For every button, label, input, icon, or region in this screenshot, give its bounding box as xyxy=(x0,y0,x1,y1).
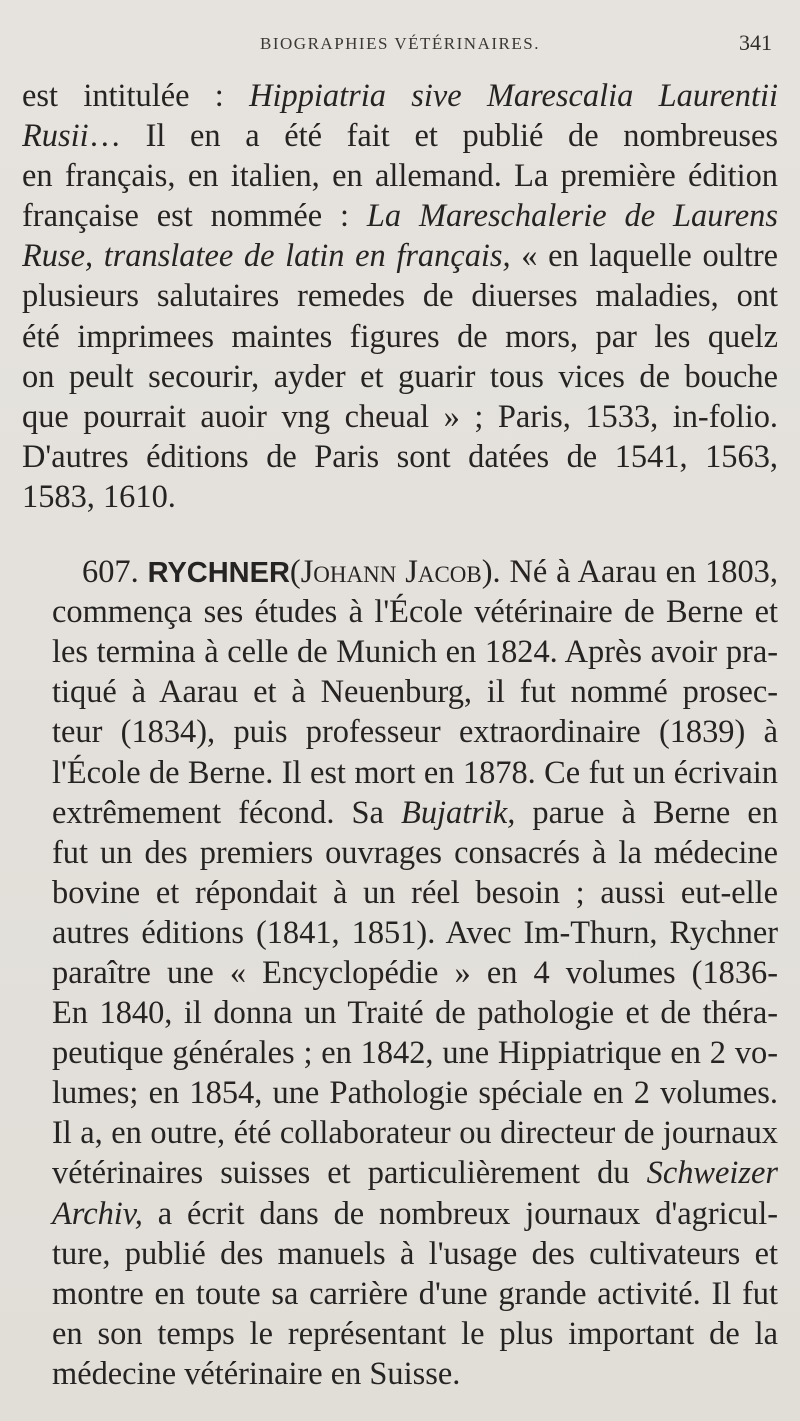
entry-line xyxy=(22,873,778,913)
entry-line xyxy=(22,1194,778,1234)
italic-title: Bujatrik, xyxy=(401,794,516,831)
paragraph-hippiatria xyxy=(22,76,778,517)
text-run: tiqué à Aarau et à Neuenburg, il fut nommé prosec- xyxy=(52,674,778,711)
running-header xyxy=(22,30,778,70)
text-run: est intitulée : xyxy=(22,78,250,114)
text-run: peutique générales ; en 1842, une Hippiatrique en 2 vo- xyxy=(52,1035,778,1072)
text-run: a écrit dans de nombreux journaux d'agricul- xyxy=(142,1195,778,1232)
text-run: l'École de Berne. Il est mort en 1878. Ce fut un écrivain xyxy=(52,754,778,791)
text-run: commença ses études à l'École vétérinaire de Berne et xyxy=(52,594,778,631)
text-run: lumes; en 1854, une Pathologie spéciale en 2 volumes. xyxy=(52,1075,778,1112)
text-run: parue à Berne en xyxy=(532,794,778,831)
p1-line xyxy=(22,276,778,316)
p1-line xyxy=(22,116,778,156)
italic-title: Schweizer xyxy=(646,1155,778,1192)
text-run: extrêmement fécond. Sa xyxy=(52,794,402,831)
entry-line xyxy=(22,1314,778,1354)
text-run: on peult secourir, ayder et guarir tous vices de bouche xyxy=(22,358,778,395)
entry-line xyxy=(22,793,778,833)
entry-line xyxy=(22,1234,778,1274)
text-run: en français, en italien, en allemand. La première édition xyxy=(22,158,778,195)
entry-line xyxy=(22,1073,778,1113)
entry-first-names: (Johann Jacob) xyxy=(289,554,493,591)
text-run: ture, publié des manuels à l'usage des cultivateurs et xyxy=(52,1235,778,1272)
p1-line xyxy=(22,317,778,357)
text-run: les termina à celle de Munich en 1824. Après avoir pra- xyxy=(52,634,778,671)
italic-title: Ruse, translatee de latin en français, xyxy=(22,238,511,275)
entry-line xyxy=(22,632,778,672)
entry-line xyxy=(22,712,778,752)
page-number: 341 xyxy=(739,30,772,55)
italic-title: Archiv, xyxy=(52,1195,143,1232)
text-run: française est nommée : xyxy=(22,198,367,235)
text-run: 1583, 1610. xyxy=(22,478,176,515)
entry-line xyxy=(22,993,778,1033)
text-run: Il a, en outre, été collaborateur ou directeur de journaux xyxy=(52,1115,778,1152)
body-text xyxy=(22,76,778,1394)
entry-line xyxy=(22,753,778,793)
p1-line xyxy=(22,76,778,116)
text-run: que pourrait auoir vng cheual » ; Paris, 1533, in-folio. xyxy=(22,398,778,435)
text-run: fut un des premiers ouvrages consacrés à la médecine xyxy=(52,834,778,871)
p1-line xyxy=(22,477,778,517)
text-run: paraître une « Encyclopédie » en 4 volumes (1836- xyxy=(52,954,778,991)
text-run: en son temps le représentant le plus important de la xyxy=(52,1315,778,1352)
entry-name: RYCHNER xyxy=(147,557,290,590)
text-run: « en laquelle oultre xyxy=(510,238,778,275)
running-title: BIOGRAPHIES VÉTÉRINAIRES. xyxy=(260,34,540,53)
text-run: En 1840, il donna un Traité de pathologie et de théra- xyxy=(52,995,778,1032)
text-run: autres éditions (1841, 1851). Avec Im-Thurn, Rychner xyxy=(52,914,778,951)
italic-title: Rusii xyxy=(22,118,89,155)
text-run: D'autres éditions de Paris sont datées de 1541, 1563, xyxy=(22,438,778,475)
p1-line xyxy=(22,196,778,236)
entry-body xyxy=(22,592,778,1394)
entry-line xyxy=(22,592,778,632)
entry-line xyxy=(22,1153,778,1193)
text-run: montre en toute sa carrière d'une grande activité. Il fut xyxy=(52,1275,778,1312)
entry-number: 607. xyxy=(82,554,139,591)
text-run: plusieurs salutaires remedes de diuerses maladies, ont xyxy=(22,278,778,315)
text-run: bovine et répondait à un réel besoin ; aussi eut-elle xyxy=(52,874,778,911)
entry-line xyxy=(22,913,778,953)
italic-title: La Mareschalerie de Laurens xyxy=(366,198,778,235)
entry-line xyxy=(22,672,778,712)
text-run: teur (1834), puis professeur extraordinaire (1839) à xyxy=(52,714,778,751)
p1-line xyxy=(22,236,778,276)
entry-line xyxy=(22,1354,778,1394)
text-run: été imprimees maintes figures de mors, par les quelz xyxy=(22,318,778,355)
entry-line xyxy=(22,1274,778,1314)
p1-line xyxy=(22,437,778,477)
entry-rychner xyxy=(22,552,778,1394)
entry-line xyxy=(22,1113,778,1153)
p1-line xyxy=(22,156,778,196)
entry-line xyxy=(22,833,778,873)
italic-title: Hippiatria sive Marescalia Laurentii xyxy=(249,78,778,114)
entry-first-line xyxy=(22,552,778,592)
entry-line xyxy=(22,1033,778,1073)
p1-line xyxy=(22,397,778,437)
text-run: vétérinaires suisses et particulièrement du xyxy=(52,1155,647,1192)
text-run: médecine vétérinaire en Suisse. xyxy=(52,1355,461,1392)
text-run: … Il en a été fait et publié de nombreuses xyxy=(88,118,778,155)
p1-line xyxy=(22,357,778,397)
entry-line xyxy=(22,953,778,993)
entry-first-line-rest: . Né à Aarau en 1803, xyxy=(492,554,778,591)
